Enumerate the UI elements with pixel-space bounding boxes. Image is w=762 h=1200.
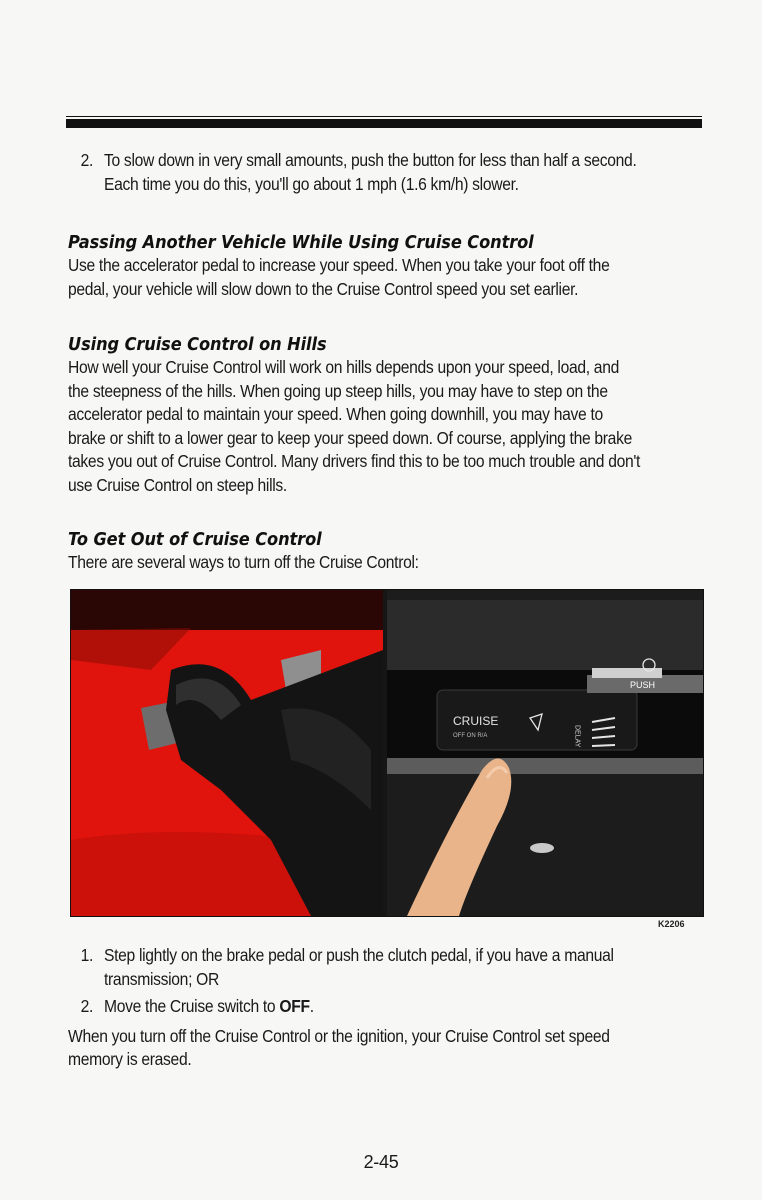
brake-pedal-photo bbox=[71, 590, 383, 916]
off-emphasis: OFF bbox=[279, 996, 310, 1016]
figure-photos bbox=[70, 589, 704, 917]
section-heading: To Get Out of Cruise Control bbox=[68, 529, 322, 550]
header-rule bbox=[66, 119, 702, 128]
item-number: 2. bbox=[80, 996, 94, 1016]
item-text-before: Move the Cruise switch to bbox=[104, 996, 280, 1016]
delay-label: DELAY bbox=[573, 725, 581, 748]
figure-code: K2206 bbox=[658, 919, 685, 929]
item-text-after: . bbox=[309, 996, 314, 1016]
section-body: Use the accelerator pedal to increase your speed. When you take your foot off the pedal, your vehicle will slow down to the Cruise Control speed you set earlier. bbox=[68, 255, 610, 299]
page-number: 2-45 bbox=[363, 1152, 399, 1172]
cruise-modes-label: OFF ON R/A bbox=[453, 733, 488, 739]
item-text: To slow down in very small amounts, push the button for less than half a second. Each time you do this, you'll go about 1 mph (1.6 km/h) slower. bbox=[104, 150, 637, 194]
header-rule-thin bbox=[66, 116, 702, 117]
section-passing bbox=[68, 231, 640, 301]
item-text: Step lightly on the brake pedal or push the clutch pedal, if you have a manual transmission; OR bbox=[104, 945, 614, 989]
section-heading: Passing Another Vehicle While Using Cruise Control bbox=[68, 232, 534, 253]
numbered-list-bottom bbox=[68, 944, 640, 1072]
section-heading: Using Cruise Control on Hills bbox=[68, 334, 327, 355]
push-label: PUSH bbox=[630, 680, 656, 690]
section-hills bbox=[68, 333, 640, 497]
cruise-label: CRUISE bbox=[453, 714, 499, 728]
item-number: 2. bbox=[80, 150, 94, 170]
cruise-switch-photo bbox=[387, 590, 703, 916]
closing-paragraph: When you turn off the Cruise Control or the ignition, your Cruise Control set speed memory is erased. bbox=[68, 1025, 610, 1069]
item-number: 1. bbox=[80, 945, 94, 965]
section-body: There are several ways to turn off the Cruise Control: bbox=[68, 552, 419, 572]
section-get-out bbox=[68, 528, 640, 575]
numbered-item-top bbox=[68, 149, 640, 196]
section-body: How well your Cruise Control will work on hills depends upon your speed, load, and the steepness of the hills. When going up steep hills, you may have to step on the accelerator pedal to maintain your speed. When going downhill, you may have to brake or shift to a lower gear to keep your speed down. Of course, applying the brake takes you out of Cruise Control. Many drivers find this to be too much trouble and don't use Cruise Control on steep hills. bbox=[68, 357, 641, 495]
